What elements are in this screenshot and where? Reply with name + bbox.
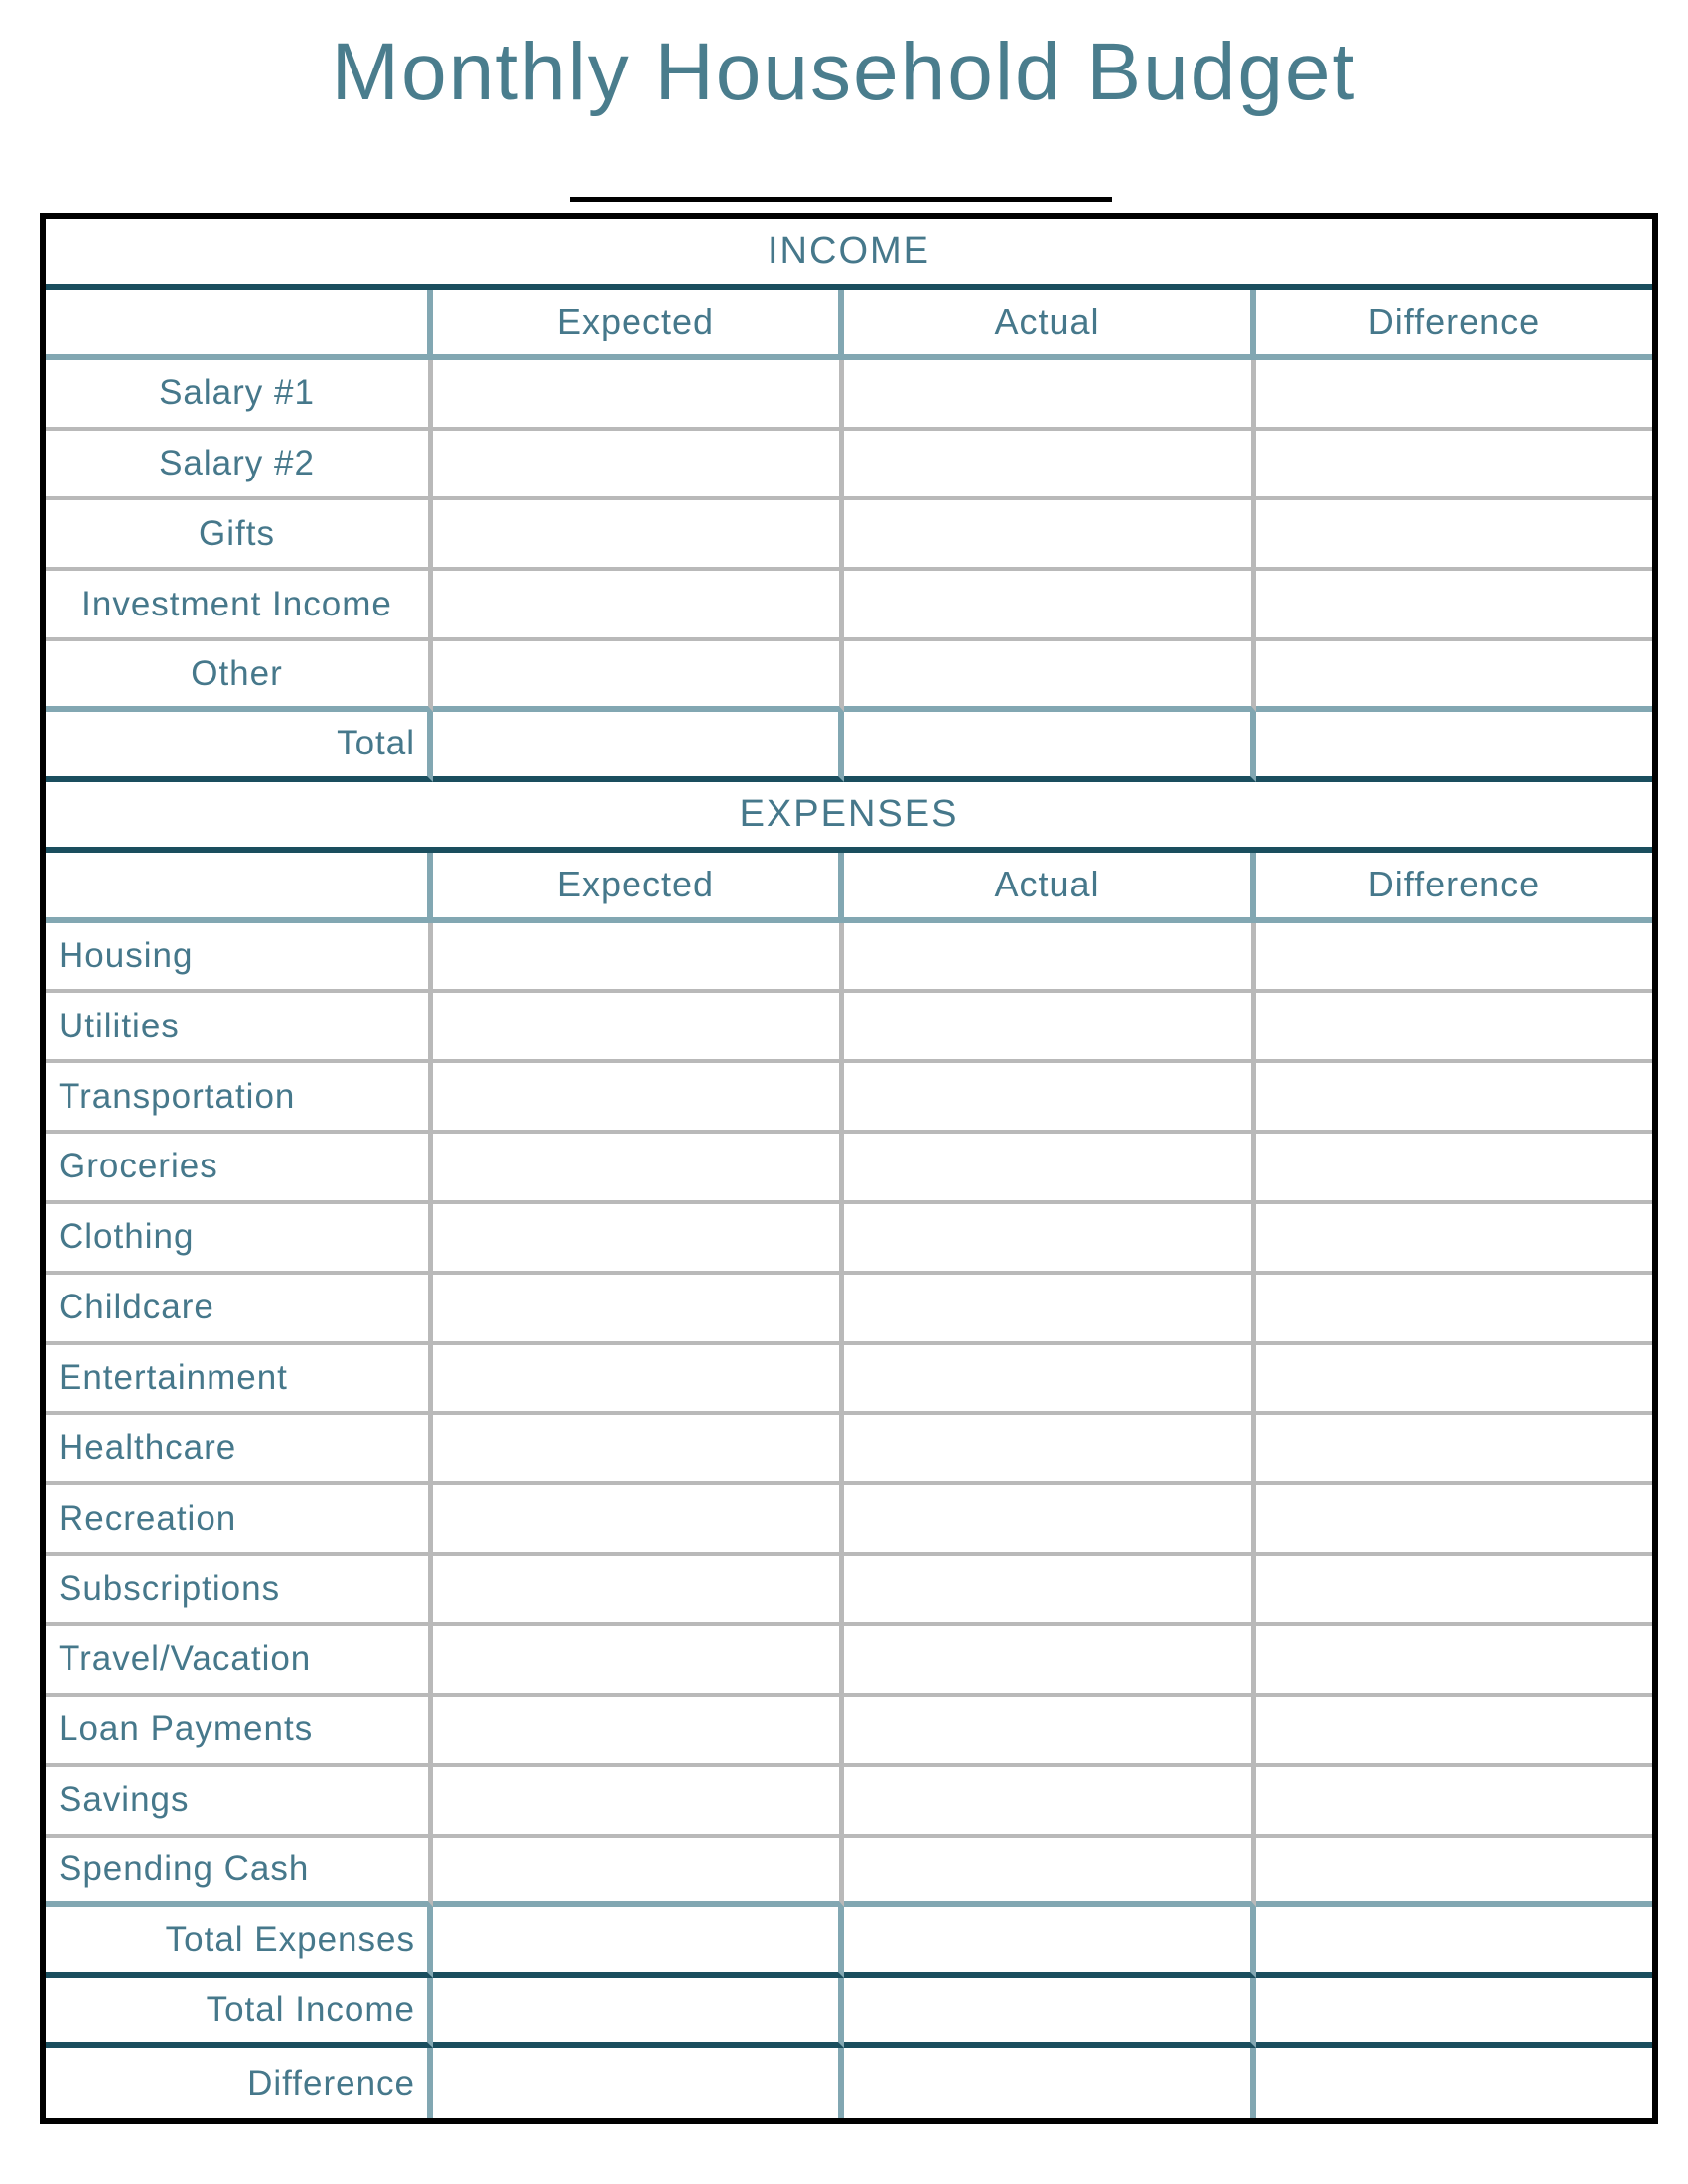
row-label: Childcare — [46, 1275, 433, 1345]
actual-cell — [844, 2048, 1256, 2118]
difference-cell — [1256, 1767, 1652, 1838]
row-label: Utilities — [46, 993, 433, 1063]
actual-cell — [844, 431, 1256, 501]
actual-cell — [844, 1697, 1256, 1767]
expected-cell — [433, 1275, 844, 1345]
difference-cell — [1256, 1485, 1652, 1556]
expected-cell — [433, 1415, 844, 1485]
expenses-column-header-actual: Actual — [844, 853, 1256, 923]
row-label: Savings — [46, 1767, 433, 1838]
row-label: Investment Income — [46, 571, 433, 641]
expected-cell — [433, 1838, 844, 1908]
page-title: Monthly Household Budget — [331, 27, 1357, 117]
expected-cell — [433, 1063, 844, 1134]
expected-cell — [433, 571, 844, 641]
row-label: Spending Cash — [46, 1838, 433, 1908]
difference-cell — [1256, 360, 1652, 431]
difference-cell — [1256, 1626, 1652, 1697]
expected-cell — [433, 641, 844, 712]
difference-cell — [1256, 1345, 1652, 1416]
expected-cell — [433, 1697, 844, 1767]
row-label: Total — [46, 712, 433, 782]
row-label: Total Expenses — [46, 1907, 433, 1978]
row-label: Difference — [46, 2048, 433, 2118]
budget-table — [40, 213, 1658, 2124]
expected-cell — [433, 1204, 844, 1275]
actual-cell — [844, 1767, 1256, 1838]
expected-cell — [433, 1626, 844, 1697]
expected-cell — [433, 2048, 844, 2118]
expected-cell — [433, 1134, 844, 1204]
expenses-column-header-difference: Difference — [1256, 853, 1652, 923]
difference-cell — [1256, 1838, 1652, 1908]
row-label: Clothing — [46, 1204, 433, 1275]
income-section-title: INCOME — [46, 219, 1652, 290]
difference-cell — [1256, 993, 1652, 1063]
expected-cell — [433, 1556, 844, 1626]
row-label: Gifts — [46, 500, 433, 571]
row-label: Subscriptions — [46, 1556, 433, 1626]
expenses-column-header-expected: Expected — [433, 853, 844, 923]
expected-cell — [433, 500, 844, 571]
actual-cell — [844, 1978, 1256, 2048]
difference-cell — [1256, 500, 1652, 571]
difference-cell — [1256, 1134, 1652, 1204]
actual-cell — [844, 1838, 1256, 1908]
actual-cell — [844, 923, 1256, 994]
expected-cell — [433, 360, 844, 431]
expected-cell — [433, 1485, 844, 1556]
difference-cell — [1256, 1556, 1652, 1626]
row-label: Other — [46, 641, 433, 712]
actual-cell — [844, 1275, 1256, 1345]
row-label: Entertainment — [46, 1345, 433, 1416]
actual-cell — [844, 1485, 1256, 1556]
actual-cell — [844, 993, 1256, 1063]
actual-cell — [844, 571, 1256, 641]
row-label: Recreation — [46, 1485, 433, 1556]
difference-cell — [1256, 1415, 1652, 1485]
difference-cell — [1256, 712, 1652, 782]
row-label: Travel/Vacation — [46, 1626, 433, 1697]
actual-cell — [844, 360, 1256, 431]
row-label: Loan Payments — [46, 1697, 433, 1767]
actual-cell — [844, 1134, 1256, 1204]
row-label: Salary #2 — [46, 431, 433, 501]
difference-cell — [1256, 2048, 1652, 2118]
difference-cell — [1256, 641, 1652, 712]
expected-cell — [433, 1978, 844, 2048]
row-label: Healthcare — [46, 1415, 433, 1485]
expenses-header-corner-cell — [46, 853, 433, 923]
actual-cell — [844, 1063, 1256, 1134]
actual-cell — [844, 641, 1256, 712]
row-label: Transportation — [46, 1063, 433, 1134]
row-label: Total Income — [46, 1978, 433, 2048]
difference-cell — [1256, 1204, 1652, 1275]
actual-cell — [844, 500, 1256, 571]
actual-cell — [844, 1907, 1256, 1978]
expected-cell — [433, 431, 844, 501]
difference-cell — [1256, 1063, 1652, 1134]
difference-cell — [1256, 923, 1652, 994]
expected-cell — [433, 1907, 844, 1978]
expenses-section-title: EXPENSES — [46, 782, 1652, 853]
actual-cell — [844, 1556, 1256, 1626]
actual-cell — [844, 1626, 1256, 1697]
difference-cell — [1256, 431, 1652, 501]
expected-cell — [433, 1767, 844, 1838]
title-underline — [570, 197, 1112, 202]
income-header-corner-cell — [46, 290, 433, 360]
row-label: Salary #1 — [46, 360, 433, 431]
actual-cell — [844, 1345, 1256, 1416]
row-label: Housing — [46, 923, 433, 994]
expected-cell — [433, 1345, 844, 1416]
actual-cell — [844, 1204, 1256, 1275]
actual-cell — [844, 712, 1256, 782]
expected-cell — [433, 712, 844, 782]
row-label: Groceries — [46, 1134, 433, 1204]
difference-cell — [1256, 1275, 1652, 1345]
income-column-header-actual: Actual — [844, 290, 1256, 360]
income-column-header-difference: Difference — [1256, 290, 1652, 360]
expected-cell — [433, 993, 844, 1063]
actual-cell — [844, 1415, 1256, 1485]
expected-cell — [433, 923, 844, 994]
difference-cell — [1256, 1907, 1652, 1978]
difference-cell — [1256, 1697, 1652, 1767]
difference-cell — [1256, 1978, 1652, 2048]
difference-cell — [1256, 571, 1652, 641]
income-column-header-expected: Expected — [433, 290, 844, 360]
